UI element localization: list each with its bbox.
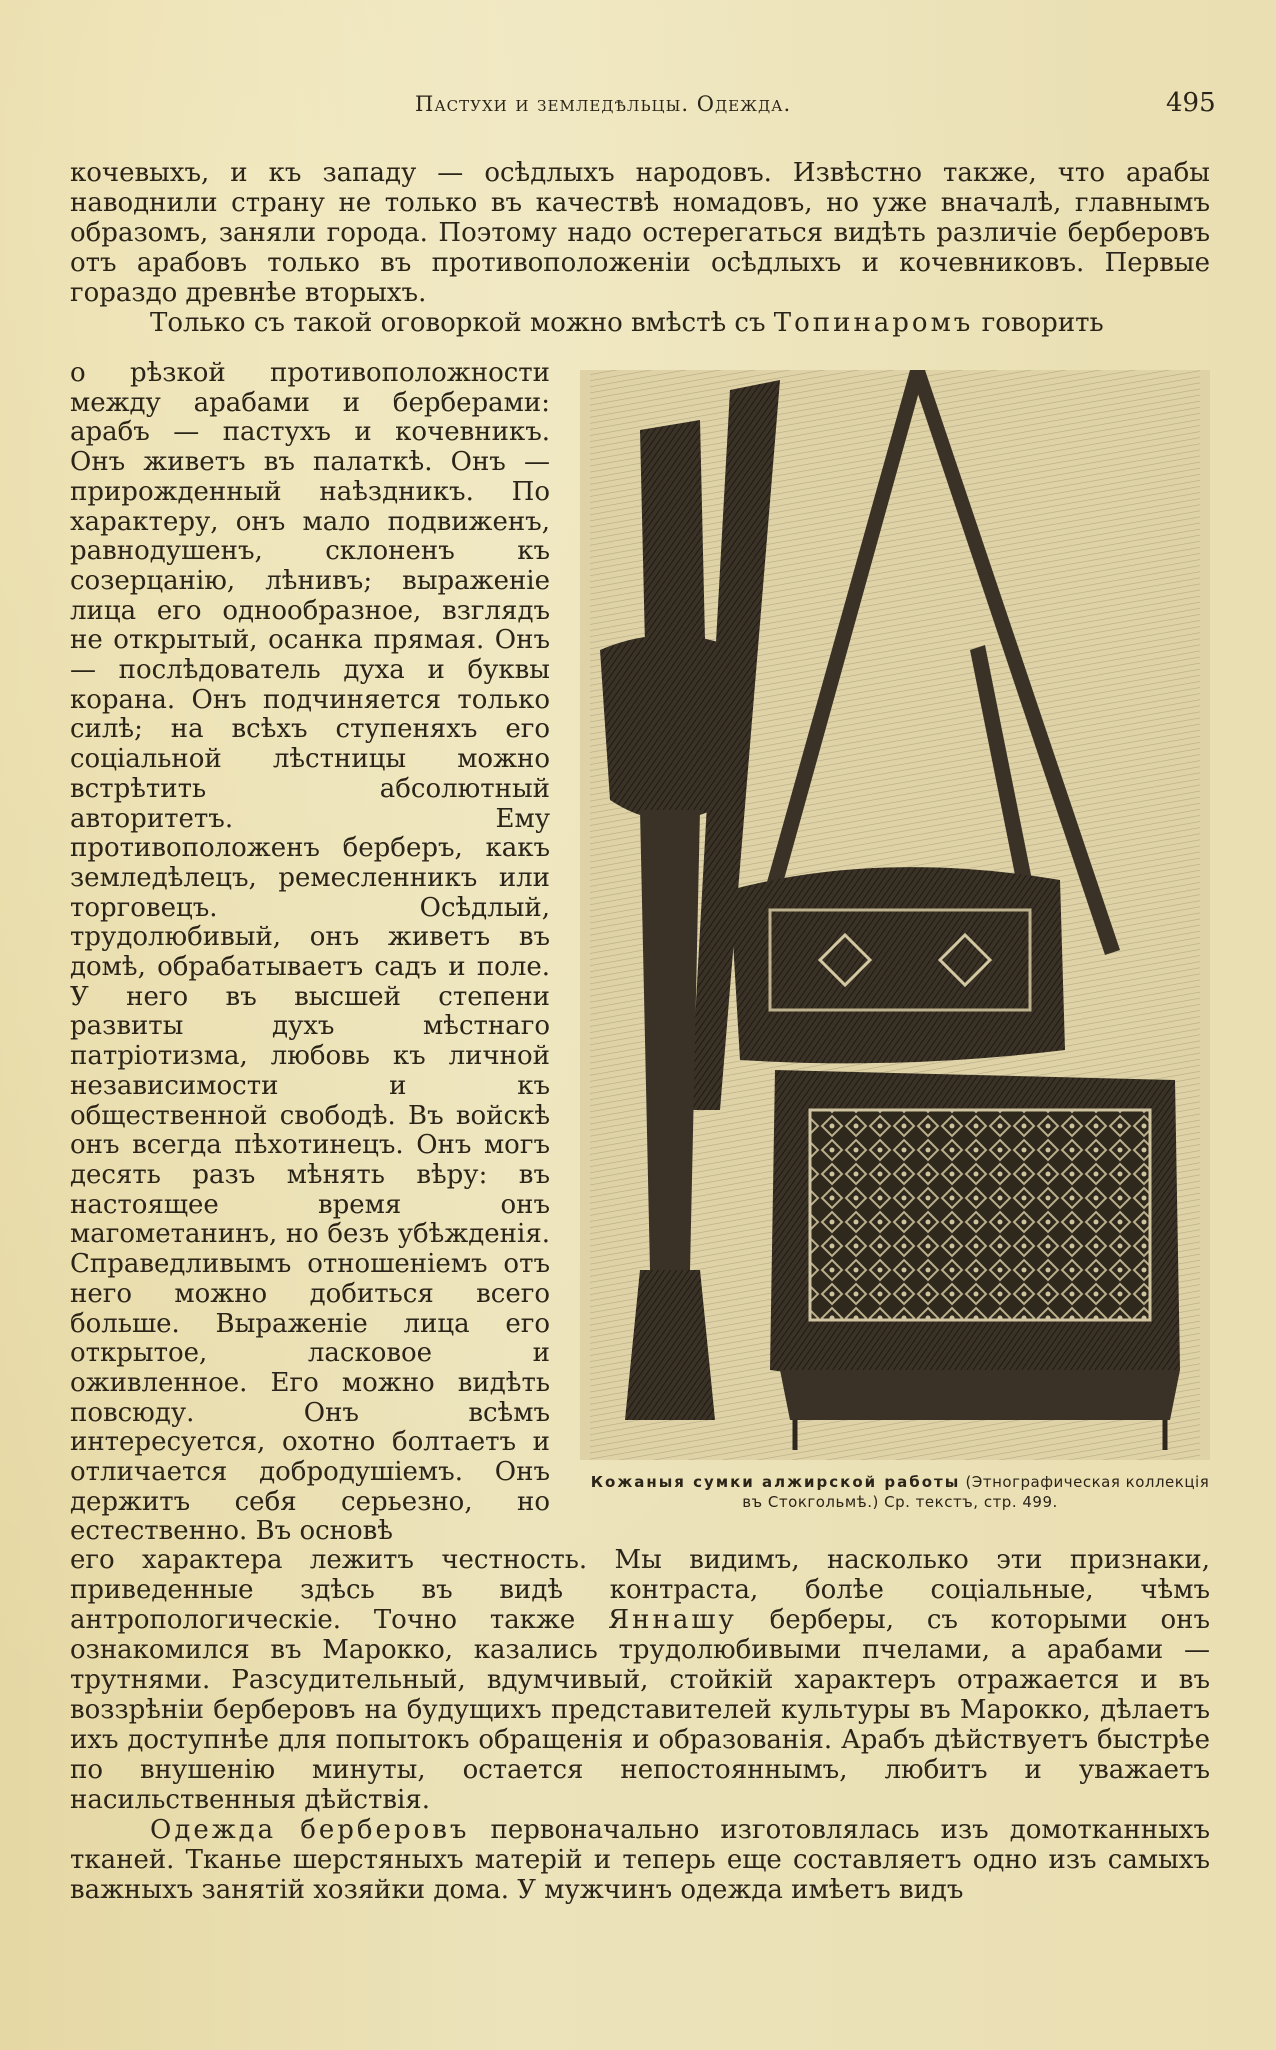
paragraph-1: кочевыхъ, и къ западу — осѣдлыхъ народовъ. Извѣстно также, что арабы наводнили страну не только въ качествѣ номадовъ, но уже вначалѣ, главнымъ образомъ, заняли города. Поэтому надо остерегаться видѣть различіе берберовъ отъ арабовъ только въ противоположеніи осѣдлыхъ и кочевниковъ. Первые гораздо древнѣе вторыхъ. xyxy=(70,158,1210,308)
tassel xyxy=(625,1270,715,1420)
flask-neck xyxy=(640,420,705,645)
caption-title: Кожаныя сумки алжирской работы xyxy=(590,1473,961,1491)
lower-bag-lattice xyxy=(810,1110,1150,1320)
illustration-leather-bags xyxy=(580,370,1210,1460)
continuation-paragraph xyxy=(70,1545,1210,1815)
clothing-paragraph xyxy=(70,1815,1210,1905)
author-name-jannasch: Яннашу xyxy=(608,1605,737,1635)
figure-caption xyxy=(585,1472,1215,1512)
left-column-text: о рѣзкой противоположности между арабами и берберами: арабъ — пастухъ и кочевникъ. Онъ живетъ въ палаткѣ. Онъ — прирожденный наѣздникъ. По характеру, онъ мало подвиженъ, равнодушенъ, склоненъ къ созерцанію, лѣнивъ; выраженіе лица его однообразное, взглядъ не открытый, осанка прямая. Онъ — послѣдователь духа и буквы корана. Онъ подчиняется только силѣ; на всѣхъ ступеняхъ его соціальной лѣстницы можно встрѣтить абсолютный авторитетъ. Ему противоположенъ берберъ, какъ земледѣлецъ, ремесленникъ или торговецъ. Осѣдлый, трудолюбивый, онъ живетъ въ домѣ, обрабатываетъ садъ и поле. У него въ высшей степени развиты духъ мѣстнаго патріотизма, любовь къ личной независимости и къ общественной свободѣ. Въ войскѣ онъ всегда пѣхотинецъ. Онъ могъ десять разъ мѣнять вѣру: въ настоящее время онъ магометанинъ, но безъ убѣжденія. Справедливымъ отношеніемъ отъ него можно добиться всего больше. Выраженіе лица его открытое, ласковое и оживленное. Его можно видѣть повсюду. Онъ всѣмъ интересуется, охотно болтаетъ и отличается добродушіемъ. Онъ держитъ себя серьезно, но естественно. Въ основѣ xyxy=(70,358,550,1547)
caption-details: (Этнографическая коллекція въ Стокгольмѣ.) Ср. текстъ, стр. 499. xyxy=(742,1473,1210,1511)
paragraph-2-opening xyxy=(70,308,1210,338)
clothing-text: первоначально изготовлялась изъ домотканныхъ тканей. Тканье шерстяныхъ матерій и теперь еще составляетъ одно изъ самыхъ важныхъ занятій хозяйки дома. У мужчинъ одежда имѣетъ видъ xyxy=(70,1815,1211,1905)
page-number: 495 xyxy=(1166,88,1216,118)
upper-bag xyxy=(730,867,1065,1063)
bottom-text-block xyxy=(70,1545,1210,1905)
paragraph-2-start: Только съ такой оговоркой можно вмѣстѣ съ xyxy=(150,308,774,338)
engraving-image xyxy=(580,370,1210,1460)
continuation-start: его характера лежитъ честность. Мы видимъ, насколько эти признаки, приведенные здѣсь въ видѣ контраста, болѣе соціальные, чѣмъ антропологическіе. Точно также xyxy=(70,1545,1210,1635)
page-header xyxy=(0,88,1276,124)
continuation-end: берберы, съ которыми онъ ознакомился въ Марокко, казались трудолюбивыми пчелами, а арабами — трутнями. Разсудительный, вдумчивый, стойкій характеръ отражается и въ воззрѣніи берберовъ на будущихъ представителей культуры въ Марокко, дѣлаетъ ихъ доступнѣе для попытокъ обращенія и образованія. Арабъ дѣйствуетъ быстрѣе по внушенію минуты, остается непостояннымъ, любитъ и уважаетъ насильственныя дѣйствія. xyxy=(70,1605,1211,1815)
running-head: Пастухи и земледѣльцы. Одежда. xyxy=(415,92,792,116)
lower-bag-fringe xyxy=(780,1370,1180,1420)
author-name-topinard: Топинаромъ xyxy=(773,308,974,338)
top-text-block xyxy=(70,158,1210,338)
paragraph-2-end: говорить xyxy=(973,308,1104,338)
flask-cord xyxy=(640,810,700,1270)
flask-body xyxy=(600,635,740,820)
clothing-heading: Одежда берберовъ xyxy=(150,1815,470,1845)
